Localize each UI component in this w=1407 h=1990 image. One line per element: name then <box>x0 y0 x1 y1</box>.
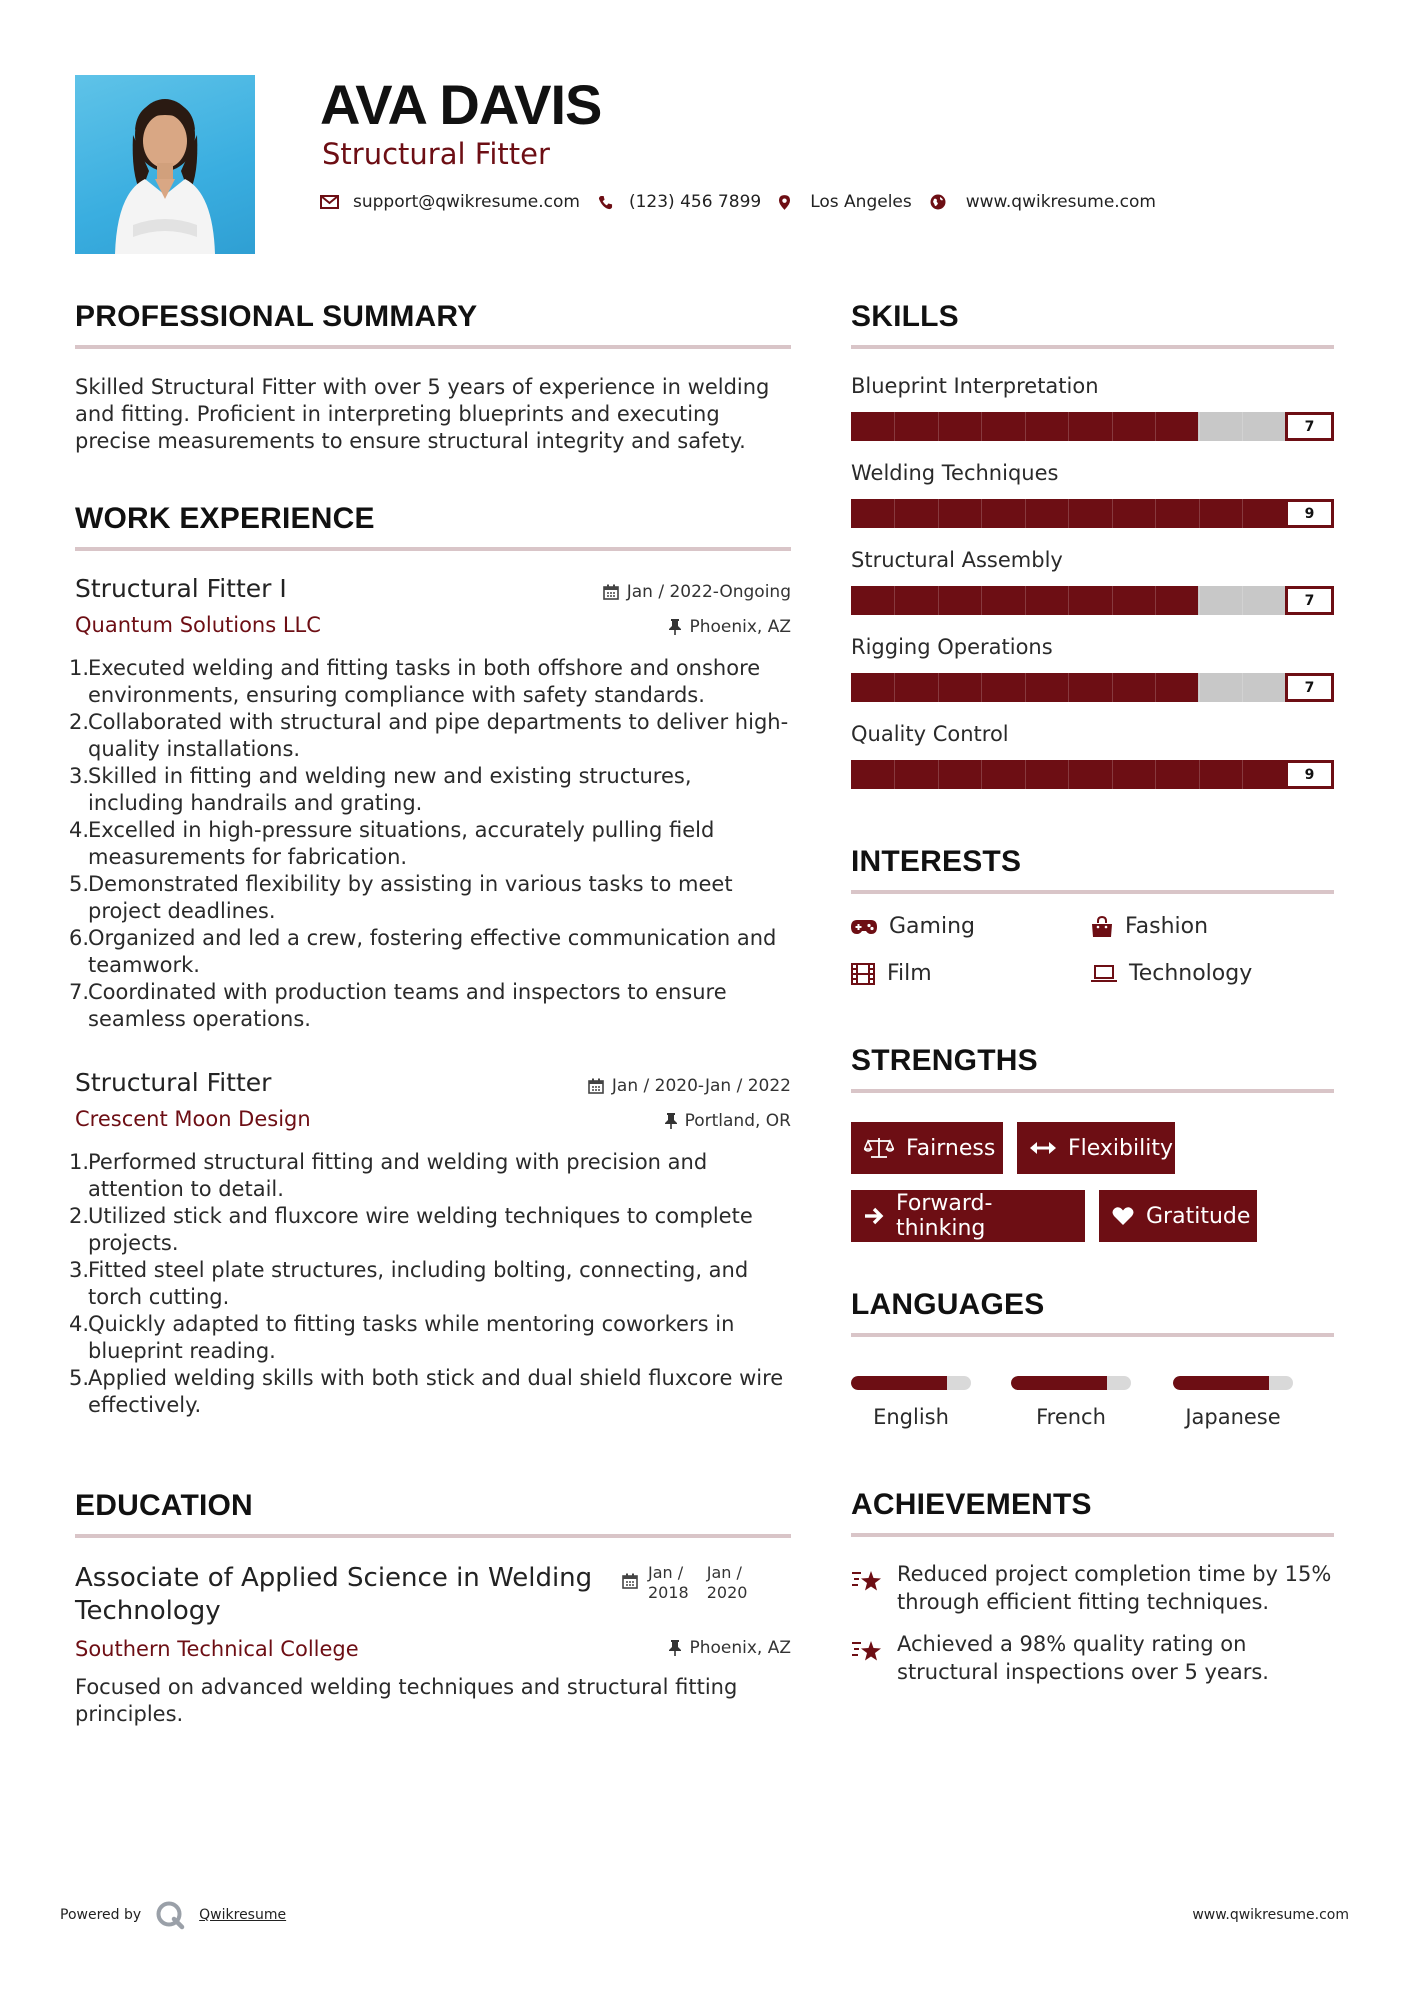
job-dates-text: Jan / 2020-Jan / 2022 <box>611 1076 791 1096</box>
skill-bar-segment <box>938 499 939 528</box>
strength-tag-forward-thinking <box>851 1190 1085 1242</box>
job-company: Quantum Solutions LLC <box>75 613 321 637</box>
skill-bar-segment <box>894 760 895 789</box>
language-level-fill <box>851 1376 947 1390</box>
achievement-text: Achieved a 98% quality rating on structural inspections over 5 years. <box>897 1632 1269 1684</box>
shooting-star-icon <box>851 1567 883 1616</box>
laptop-icon <box>1091 964 1117 984</box>
skill-bar-segment <box>1242 412 1243 441</box>
skill-bar-segment <box>981 586 982 615</box>
skill-bar-segment <box>894 673 895 702</box>
arrow-right-icon <box>864 1207 884 1225</box>
skill-bar-segment <box>1068 499 1069 528</box>
strengths-heading: STRENGTHS <box>851 1044 1038 1077</box>
skill-score: 9 <box>1285 760 1334 789</box>
skill-bar-segment <box>981 499 982 528</box>
skill-bar-segment <box>894 586 895 615</box>
skill-bar <box>851 760 1334 789</box>
achievement-text: Reduced project completion time by 15% through efficient fitting techniques. <box>897 1562 1332 1614</box>
list-item: 4. Quickly adapted to fitting tasks while mentoring coworkers in blueprint reading. <box>69 1312 735 1363</box>
skill-score: 7 <box>1285 673 1334 702</box>
skill-name: Welding Techniques <box>851 461 1059 485</box>
list-item: 1. Performed structural fitting and welding with precision and attention to detail. <box>69 1150 708 1201</box>
skill-bar-segment <box>1025 586 1026 615</box>
skill-bar-segment <box>1025 760 1026 789</box>
contact-phone[interactable]: (123) 456 7899 <box>628 192 762 212</box>
list-item: 1. Executed welding and fitting tasks in both offshore and onshore environments, ensuring compliance with safety standards. <box>69 656 761 707</box>
education-start <box>648 1563 689 1603</box>
education-end-year: 2020 <box>706 1583 748 1602</box>
interest-item-fashion <box>1091 914 1208 939</box>
map-marker-icon <box>779 195 790 210</box>
achievement-item <box>851 1560 1334 1616</box>
skill-score: 7 <box>1285 586 1334 615</box>
skill-bar-segment <box>938 586 939 615</box>
experience-divider <box>75 547 791 551</box>
skill-bar-segment <box>1155 760 1156 789</box>
strength-label: Gratitude <box>1146 1203 1251 1229</box>
skill-bar-segment <box>1199 673 1200 702</box>
language-level-bar <box>851 1376 971 1390</box>
job-location-text: Phoenix, AZ <box>689 617 791 637</box>
language-name: French <box>1036 1405 1106 1429</box>
skill-score: 9 <box>1285 499 1334 528</box>
powered-by-label: Powered by <box>60 1907 142 1923</box>
skill-bar-segment <box>938 673 939 702</box>
language-level-bar <box>1173 1376 1293 1390</box>
education-location <box>669 1638 791 1658</box>
skill-bar-segment <box>1068 586 1069 615</box>
skill-bar <box>851 673 1334 702</box>
gamepad-icon <box>851 919 877 935</box>
skill-bar-segment <box>1025 499 1026 528</box>
job-dates <box>588 1076 791 1096</box>
candidate-title: Structural Fitter <box>322 137 550 171</box>
calendar-icon <box>588 1078 604 1094</box>
shooting-star-icon <box>851 1637 883 1686</box>
interest-item-gaming <box>851 914 975 939</box>
strength-tag-fairness <box>851 1122 1003 1174</box>
skill-bar-segment <box>1242 760 1243 789</box>
skill-bar-segment <box>1242 673 1243 702</box>
calendar-icon <box>622 1573 638 1589</box>
pushpin-icon <box>665 1113 677 1129</box>
skill-bar-segment <box>1112 499 1113 528</box>
skill-score: 7 <box>1285 412 1334 441</box>
job-dates-text: Jan / 2022-Ongoing <box>626 582 791 602</box>
experience-heading: WORK EXPERIENCE <box>75 502 375 535</box>
job-dates <box>603 582 791 602</box>
skill-bar-segment <box>1112 760 1113 789</box>
job-location <box>665 1111 791 1131</box>
skill-bar-segment <box>1242 586 1243 615</box>
qwikresume-link[interactable]: Qwikresume <box>199 1907 287 1923</box>
skill-bar-segment <box>981 760 982 789</box>
interest-label: Technology <box>1129 961 1253 986</box>
interest-label: Fashion <box>1125 914 1209 939</box>
list-item: 3. Skilled in fitting and welding new and existing structures, including handrails and grating. <box>69 764 692 815</box>
contact-email[interactable]: support@qwikresume.com <box>353 192 580 212</box>
globe-icon <box>930 194 946 210</box>
qwikresume-logo-icon <box>155 1900 185 1930</box>
skill-bar-segment <box>938 760 939 789</box>
strength-label: Flexibility <box>1068 1135 1173 1161</box>
list-item: 5. Demonstrated flexibility by assisting in various tasks to meet project deadlines. <box>69 872 733 923</box>
skill-bar-segment <box>1025 412 1026 441</box>
job-title: Structural Fitter <box>75 1068 272 1097</box>
strength-label: Fairness <box>906 1135 996 1161</box>
skill-name: Structural Assembly <box>851 548 1063 572</box>
contact-location: Los Angeles <box>810 192 912 212</box>
summary-text: Skilled Structural Fitter with over 5 years of experience in welding and fitting. Proficient in interpreting blueprints and executing precise measurements to ensure structural integrity and safety. <box>75 375 770 453</box>
interests-heading: INTERESTS <box>851 845 1022 878</box>
summary-heading: PROFESSIONAL SUMMARY <box>75 300 478 333</box>
education-divider <box>75 1534 791 1538</box>
film-icon <box>851 963 875 985</box>
skill-bar-segment <box>894 499 895 528</box>
pushpin-icon <box>669 619 681 635</box>
arrows-horizontal-icon <box>1030 1141 1056 1155</box>
list-item: 2. Utilized stick and fluxcore wire welding techniques to complete projects. <box>69 1204 753 1255</box>
language-name: English <box>873 1405 949 1429</box>
skill-bar <box>851 499 1334 528</box>
education-start-month: Jan / <box>648 1563 684 1582</box>
skill-bar-segment <box>1155 412 1156 441</box>
skill-bar-segment <box>1068 412 1069 441</box>
footer-powered-by <box>60 1900 286 1930</box>
achievement-item <box>851 1630 1334 1686</box>
education-end <box>707 1563 748 1603</box>
skill-bar <box>851 586 1334 615</box>
job-bullets <box>69 1149 791 1419</box>
job-location-text: Portland, OR <box>684 1111 791 1131</box>
footer-url[interactable]: www.qwikresume.com <box>1192 1907 1349 1923</box>
education-school: Southern Technical College <box>75 1637 359 1661</box>
interest-label: Gaming <box>889 914 975 939</box>
skill-bar-segment <box>1199 412 1200 441</box>
profile-photo <box>75 75 255 254</box>
languages-divider <box>851 1333 1334 1337</box>
skill-bar-segment <box>1199 586 1200 615</box>
skill-bar-segment <box>1242 499 1243 528</box>
list-item: 6. Organized and led a crew, fostering effective communication and teamwork. <box>69 926 777 977</box>
skill-bar-segment <box>894 412 895 441</box>
job-company: Crescent Moon Design <box>75 1107 311 1131</box>
skill-name: Blueprint Interpretation <box>851 374 1099 398</box>
strengths-divider <box>851 1089 1334 1093</box>
education-end-month: Jan / <box>706 1563 742 1582</box>
list-item: 5. Applied welding skills with both stick and dual shield fluxcore wire effectively. <box>69 1366 784 1417</box>
skill-bar-segment <box>1199 499 1200 528</box>
balance-scale-icon <box>864 1137 894 1159</box>
list-item: 7. Coordinated with production teams and inspectors to ensure seamless operations. <box>69 980 727 1031</box>
skill-bar-segment <box>1112 586 1113 615</box>
skill-bar-segment <box>1199 760 1200 789</box>
skill-name: Quality Control <box>851 722 1009 746</box>
skill-bar-segment <box>938 412 939 441</box>
skill-bar-segment <box>1155 673 1156 702</box>
skill-bar-segment <box>1025 673 1026 702</box>
interests-divider <box>851 890 1334 894</box>
education-start-year: 2018 <box>648 1583 689 1602</box>
job-location <box>669 617 791 637</box>
achievements-divider <box>851 1533 1334 1537</box>
candidate-name: AVA DAVIS <box>320 73 602 136</box>
list-item: 4. Excelled in high-pressure situations, accurately pulling field measurements for fabrication. <box>69 818 715 869</box>
skill-bar-segment <box>981 673 982 702</box>
contact-website[interactable]: www.qwikresume.com <box>965 192 1156 212</box>
language-level-fill <box>1011 1376 1107 1390</box>
skills-heading: SKILLS <box>851 300 959 333</box>
contact-row <box>320 192 1156 212</box>
education-degree: Associate of Applied Science in Welding Technology <box>75 1563 593 1626</box>
skill-bar-segment <box>1112 412 1113 441</box>
language-level-bar <box>1011 1376 1131 1390</box>
phone-icon <box>598 195 613 210</box>
languages-heading: LANGUAGES <box>851 1288 1045 1321</box>
skill-bar <box>851 412 1334 441</box>
interest-label: Film <box>887 961 932 986</box>
achievements-heading: ACHIEVEMENTS <box>851 1488 1092 1521</box>
summary-divider <box>75 345 791 349</box>
strength-tag-flexibility <box>1017 1122 1175 1174</box>
education-description: Focused on advanced welding techniques and structural fitting principles. <box>75 1675 738 1726</box>
education-location-text: Phoenix, AZ <box>689 1638 791 1658</box>
education-heading: EDUCATION <box>75 1489 253 1522</box>
skills-divider <box>851 345 1334 349</box>
list-item: 3. Fitted steel plate structures, including bolting, connecting, and torch cutting. <box>69 1258 749 1309</box>
interest-item-film <box>851 961 932 986</box>
skill-bar-segment <box>1155 499 1156 528</box>
shopping-bag-icon <box>1091 916 1113 938</box>
skill-bar-segment <box>1068 673 1069 702</box>
list-item: 2. Collaborated with structural and pipe departments to deliver high-quality installations. <box>69 710 789 761</box>
strength-tag-gratitude <box>1099 1190 1257 1242</box>
calendar-icon <box>603 584 619 600</box>
language-name: Japanese <box>1185 1405 1281 1429</box>
heart-icon <box>1112 1206 1134 1226</box>
interest-item-technology <box>1091 961 1252 986</box>
language-level-fill <box>1173 1376 1269 1390</box>
job-bullets <box>69 655 791 1033</box>
job-entry <box>69 1066 791 1419</box>
skill-bar-segment <box>981 412 982 441</box>
job-entry <box>69 572 791 1033</box>
envelope-icon <box>320 195 339 209</box>
skill-bar-segment <box>1112 673 1113 702</box>
pushpin-icon <box>669 1640 681 1656</box>
skill-bar-segment <box>1155 586 1156 615</box>
education-dates <box>622 1563 747 1603</box>
skill-name: Rigging Operations <box>851 635 1053 659</box>
job-title: Structural Fitter I <box>75 574 287 603</box>
skill-bar-segment <box>1068 760 1069 789</box>
strength-label: Forward-thinking <box>896 1191 993 1241</box>
